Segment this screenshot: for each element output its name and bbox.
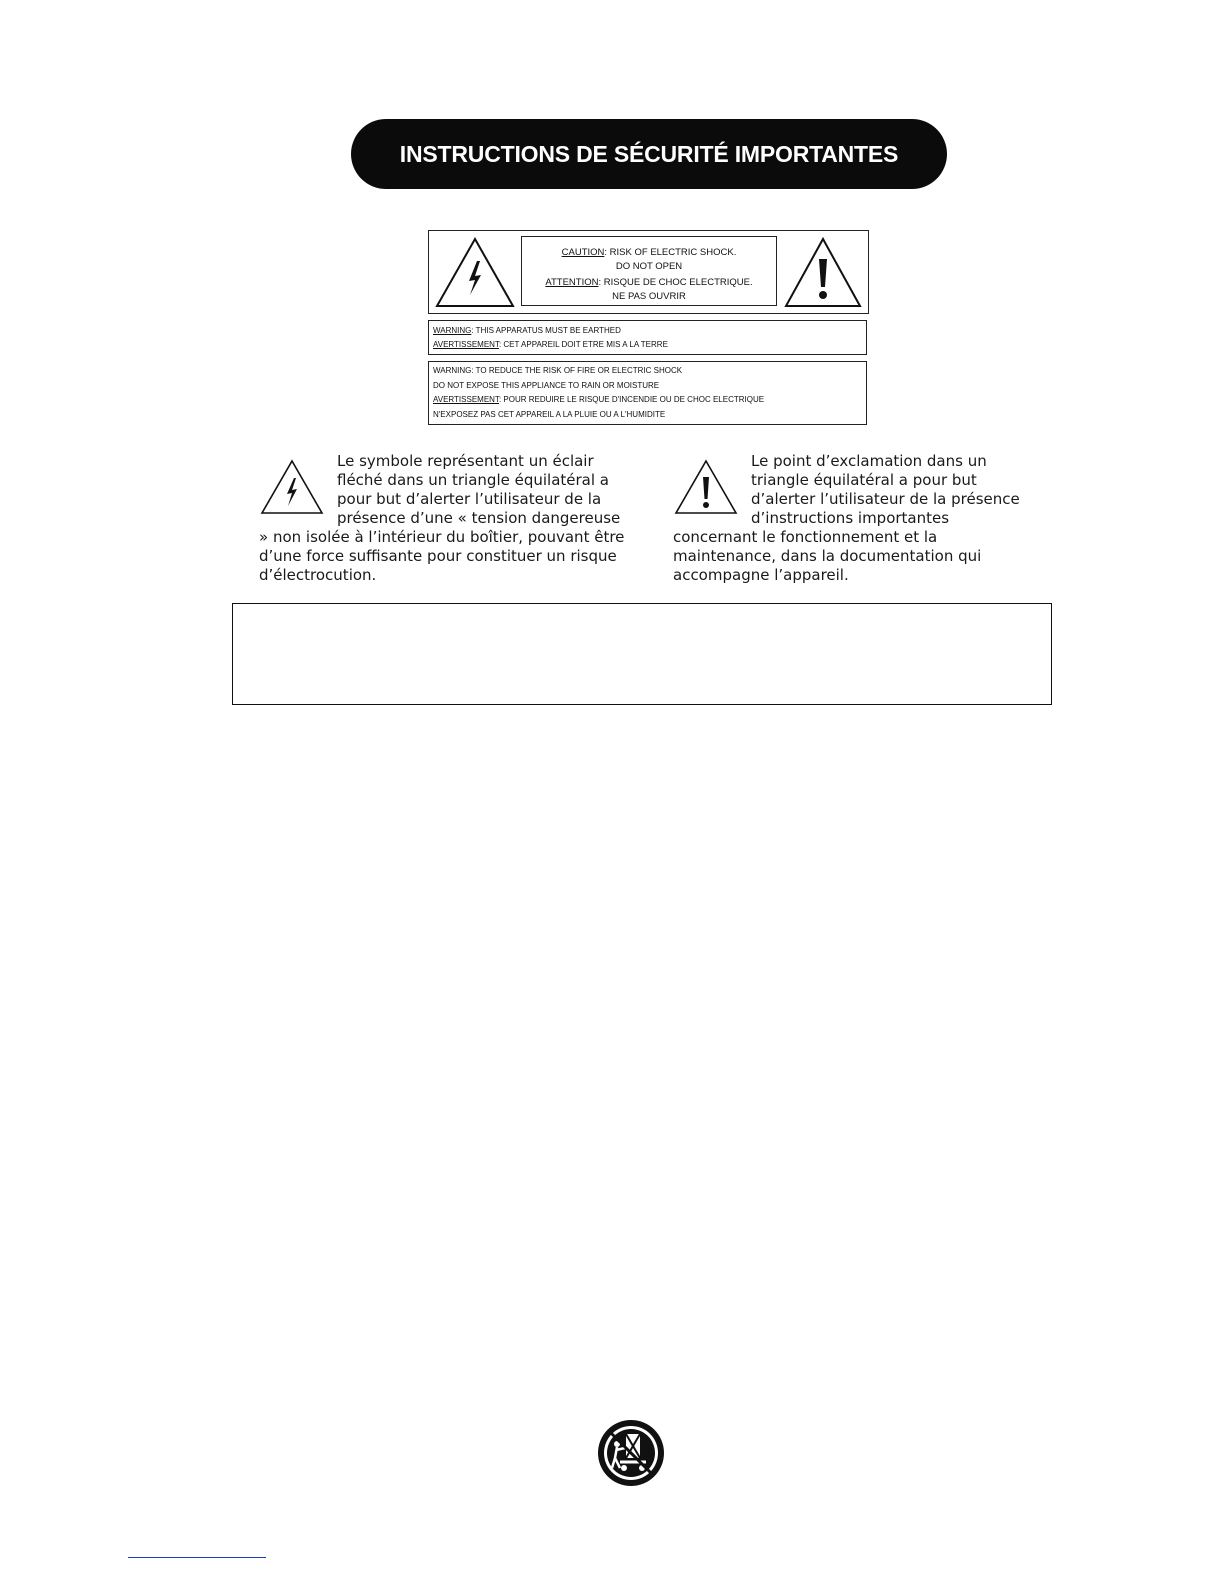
- empty-notice-box: [232, 603, 1052, 705]
- lightning-explanation: [259, 452, 631, 585]
- caution-line1: : RISK OF ELECTRIC SHOCK.: [604, 247, 737, 258]
- earthed-avertissement-prefix: AVERTISSEMENT: [433, 340, 499, 349]
- fire-line1: WARNING: TO REDUCE THE RISK OF FIRE OR ELECTRIC SHOCK: [433, 366, 683, 375]
- caution-box: [428, 230, 869, 314]
- fire-line3: : POUR REDUIRE LE RISQUE D'INCENDIE OU DE CHOC ELECTRIQUE: [498, 395, 765, 404]
- title-banner: [351, 119, 947, 189]
- fire-warning: [428, 361, 867, 425]
- page-title: INSTRUCTIONS DE SÉCURITÉ IMPORTANTES: [399, 140, 899, 167]
- earthed-line1: : THIS APPARATUS MUST BE EARTHED: [471, 326, 621, 335]
- caution-prefix: CAUTION: [561, 247, 605, 258]
- fire-line4: N'EXPOSEZ PAS CET APPAREIL A LA PLUIE OU A L'HUMIDITE: [433, 409, 666, 419]
- earthed-warning: [428, 320, 867, 355]
- warning-label: [428, 230, 869, 425]
- fire-line2: DO NOT EXPOSE THIS APPLIANCE TO RAIN OR MOISTURE: [433, 380, 660, 390]
- lightning-triangle-icon: [433, 235, 517, 309]
- caution-text: [521, 236, 777, 306]
- fire-avertissement-prefix: AVERTISSEMENT: [433, 395, 499, 404]
- caution-line2: DO NOT OPEN: [615, 260, 683, 272]
- exclamation-triangle-icon: [782, 235, 864, 309]
- lightning-triangle-icon: [259, 458, 325, 516]
- caution-line4: NE PAS OUVRIR: [612, 290, 686, 302]
- caution-line3: : RISQUE DE CHOC ELECTRIQUE.: [598, 277, 753, 288]
- attention-prefix: ATTENTION: [545, 277, 599, 288]
- exclamation-explanation-text: Le point d’exclamation dans un triangle équilatéral a pour but d’alerter l’utilisateur de la présence d’instructions importantes concernant le fonctionnement et la maintenance, dans la documentation qui accompagne l’appareil.: [673, 452, 1020, 584]
- earthed-line2: : CET APPAREIL DOIT ETRE MIS A LA TERRE: [498, 340, 668, 349]
- earthed-warning-prefix: WARNING: [433, 326, 472, 335]
- exclamation-explanation: [673, 452, 1035, 585]
- cart-warning-icon: [596, 1418, 666, 1488]
- exclamation-triangle-icon: [673, 458, 739, 516]
- lightning-explanation-text: Le symbole représentant un éclair fléché dans un triangle équilatéral a pour but d’alerter l’utilisateur de la présence d’une « tension dangereuse » non isolée à l’intérieur du boîtier, pouvant être d’une force suffisante pour constituer un risque d’électrocution.: [259, 452, 625, 584]
- footnote-rule: [128, 1557, 266, 1558]
